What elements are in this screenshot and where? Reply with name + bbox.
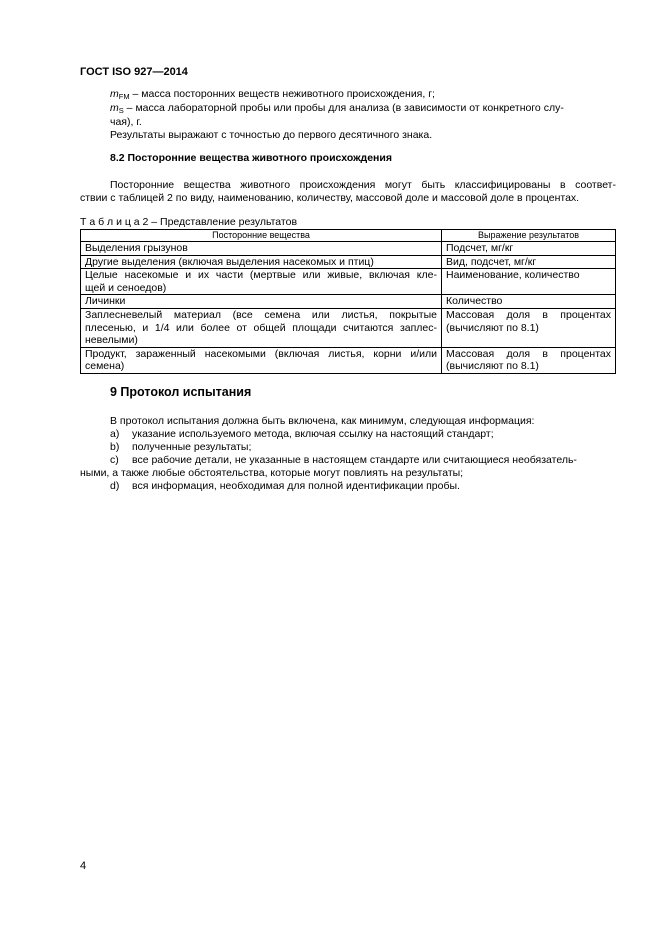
table-row [81,295,616,309]
list-item [110,428,494,441]
section-8-2-paragraph-line1: Посторонние вещества животного происхождения могут быть классифицированы в соответ- [110,179,616,191]
cell-line: Продукт, зараженный насекомыми (включая листья, корни и/или [85,347,437,360]
table-row [81,255,616,269]
cell-line: невелыми) [85,334,138,347]
definition-text: – масса посторонних веществ неживотного происхождения, г; [129,88,435,100]
cell-line: Количество [446,295,503,308]
list-marker: c) [110,454,119,466]
table-row [81,347,616,373]
section-8-2-heading: 8.2 Посторонние вещества животного происхождения [110,152,392,164]
cell-line: Массовая доля в процентах [446,347,611,360]
definition-ms [110,102,564,115]
table-row [81,242,616,256]
list-marker: a) [110,428,120,440]
table-caption: Т а б л и ц а 2 – Представление результатов [80,216,298,228]
section-8-2-paragraph-line2: ствии с таблицей 2 по виду, наименованию, количеству, массовой доле и массовой доле в процентах. [80,192,580,204]
cell-line: (вычисляют по 8.1) [446,321,539,334]
table-cell [442,242,616,256]
list-marker: b) [110,441,120,453]
cell-line: Вид, подсчет, мг/кг [446,255,537,268]
definition-continuation: чая), г. [110,116,142,128]
table-cell [81,308,442,347]
document-header: ГОСТ ISO 927—2014 [80,66,188,78]
cell-line: (вычисляют по 8.1) [446,360,539,373]
table-cell [81,242,442,256]
table-header-row [81,230,616,242]
table-cell [81,295,442,309]
cell-line: Подсчет, мг/кг [446,242,514,254]
cell-line: Целые насекомые и их части (мертвые или живые, включая кле- [85,269,437,282]
definition-mfm [110,88,435,101]
cell-line: Другие выделения (включая выделения насекомых и птиц) [85,255,374,268]
subscript: S [118,106,124,115]
list-text: вся информация, необходимая для полной идентификации пробы. [132,480,460,492]
cell-line: семена) [85,360,125,373]
table-row [81,269,616,295]
precision-note: Результаты выражают с точностью до первого десятичного знака. [110,129,433,141]
table-row [81,308,616,347]
cell-line: плесенью, и 1/4 или более от общей площади считаются заплес- [85,321,437,334]
list-item [110,441,251,454]
section-9-intro: В протокол испытания должна быть включена, как минимум, следующая информация: [110,415,535,427]
table-cell [442,347,616,373]
list-item [110,480,460,493]
table-cell [81,255,442,269]
cell-line: Наименование, количество [446,269,580,282]
list-text: все рабочие детали, не указанные в настоящем стандарте или считающиеся необязатель- [132,454,577,466]
table-cell [81,347,442,373]
column-header: Посторонние вещества [81,230,442,242]
subscript: FM [118,92,130,101]
cell-line: щей и сеноедов) [85,281,167,294]
table-cell [81,269,442,295]
cell-line: Личинки [85,295,126,308]
cell-line: Заплесневелый материал (все семена или листья, покрытые [85,308,437,321]
definition-text: – масса лабораторной пробы или пробы для анализа (в зависимости от конкретного слу- [123,102,564,114]
list-text: полученные результаты; [132,441,252,453]
table-cell [442,295,616,309]
cell-line: Массовая доля в процентах [446,308,611,321]
table-cell [442,269,616,295]
results-table [80,229,616,374]
list-item-continuation: ными, а также любые обстоятельства, которые могут повлиять на результаты; [80,467,464,479]
list-text: указание используемого метода, включая ссылку на настоящий стандарт; [132,428,494,440]
table-cell [442,255,616,269]
table-cell [442,308,616,347]
page-number: 4 [80,860,87,872]
section-9-heading: 9 Протокол испытания [110,385,252,399]
column-header: Выражение результатов [442,230,616,242]
symbol: m [110,102,119,114]
cell-line: Выделения грызунов [85,242,188,254]
list-item [110,454,616,467]
list-marker: d) [110,480,120,492]
symbol: m [110,88,119,100]
